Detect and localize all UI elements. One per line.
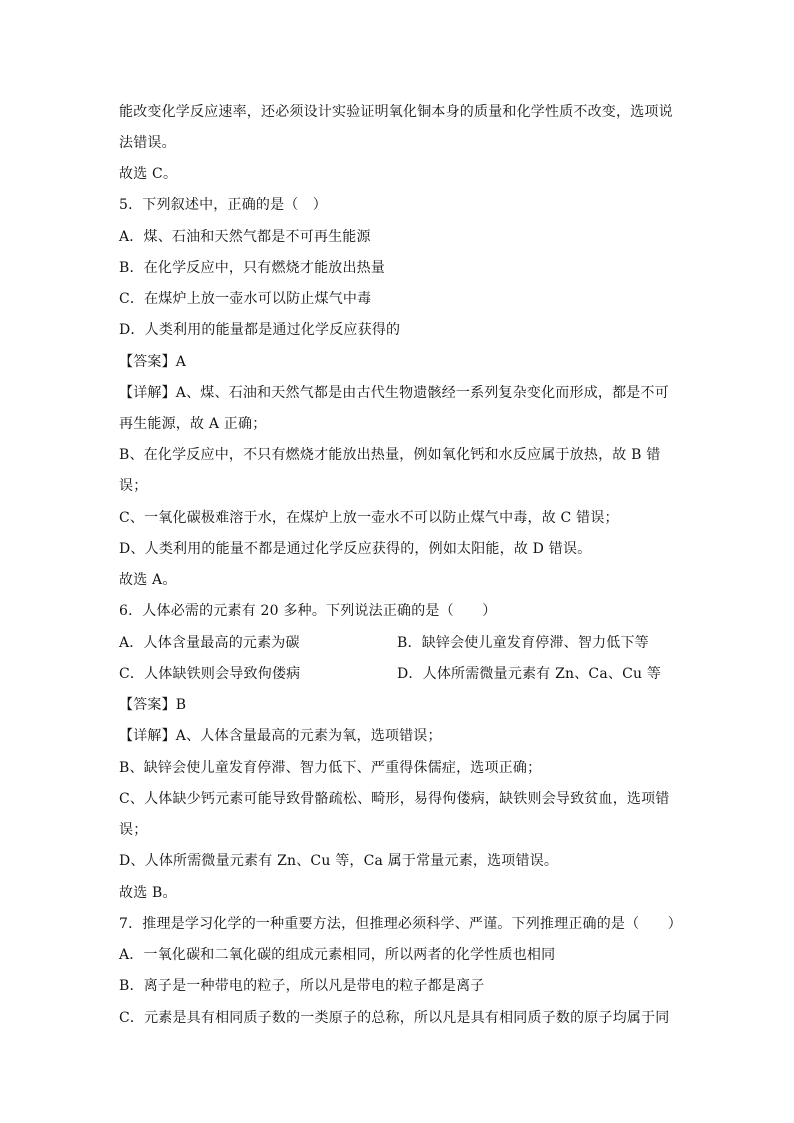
text-line: 故选 A。 [119, 572, 177, 588]
text-line: D、人类利用的能量不都是通过化学反应获得的，例如太阳能，故 D 错误。 [119, 541, 592, 557]
option-b: B．在化学反应中，只有燃烧才能放出热量 [119, 260, 386, 276]
explanation: 【详解】A、煤、石油和天然气都是由古代生物遗骸经一系列复杂变化而形成，都是不可 [119, 385, 669, 401]
option-a: A．人体含量最高的元素为碳 [119, 635, 300, 651]
text-line: 故选 B。 [119, 885, 177, 901]
text-line: 法错误。 [119, 135, 176, 151]
option-d: D．人类利用的能量都是通过化学反应获得的 [119, 322, 401, 338]
option-c: C．人体缺铁则会导致佝偻病 [119, 666, 301, 682]
option-c: C．元素是具有相同质子数的一类原子的总称，所以凡是具有相同质子数的原子均属于同 [119, 1010, 670, 1026]
option-b: B．缺锌会使儿童发育停滞、智力低下等 [397, 635, 649, 651]
text-line: B、在化学反应中，不只有燃烧才能放出热量，例如氧化钙和水反应属于放热，故 B 错 [119, 447, 661, 463]
text-line: 误； [119, 822, 148, 838]
question-6: 6．人体必需的元素有 20 多种。下列说法正确的是（ ） [119, 603, 497, 619]
answer: 【答案】A [119, 354, 187, 370]
text-line: 能改变化学反应速率，还必须设计实验证明氧化铜本身的质量和化学性质不改变，选项说 [119, 104, 673, 120]
text-line: 故选 C。 [119, 166, 178, 182]
option-d: D．人体所需微量元素有 Zn、Ca、Cu 等 [397, 666, 662, 682]
text-line: 误； [119, 478, 148, 494]
option-a: A．煤、石油和天然气都是不可再生能源 [119, 229, 371, 245]
text-line: C、人体缺少钙元素可能导致骨骼疏松、畸形，易得佝偻病，缺铁则会导致贫血，选项错 [119, 791, 670, 807]
question-5: 5．下列叙述中，正确的是（ ） [119, 197, 327, 213]
answer: 【答案】B [119, 697, 187, 713]
option-c: C．在煤炉上放一壶水可以防止煤气中毒 [119, 291, 372, 307]
question-7: 7．推理是学习化学的一种重要方法，但推理必须科学、严谨。下列推理正确的是（ ） [119, 916, 682, 932]
text-line: D、人体所需微量元素有 Zn、Cu 等，Ca 属于常量元素，选项错误。 [119, 853, 559, 869]
explanation: 【详解】A、人体含量最高的元素为氧，选项错误； [119, 728, 442, 744]
text-line: B、缺锌会使儿童发育停滞、智力低下、严重得侏儒症，选项正确； [119, 760, 542, 776]
text-line: 再生能源，故 A 正确； [119, 416, 267, 432]
option-a: A．一氧化碳和二氧化碳的组成元素相同，所以两者的化学性质也相同 [119, 947, 556, 963]
text-line: C、一氧化碳极难溶于水，在煤炉上放一壶水不可以防止煤气中毒，故 C 错误； [119, 510, 619, 526]
option-b: B．离子是一种带电的粒子，所以凡是带电的粒子都是离子 [119, 978, 485, 994]
